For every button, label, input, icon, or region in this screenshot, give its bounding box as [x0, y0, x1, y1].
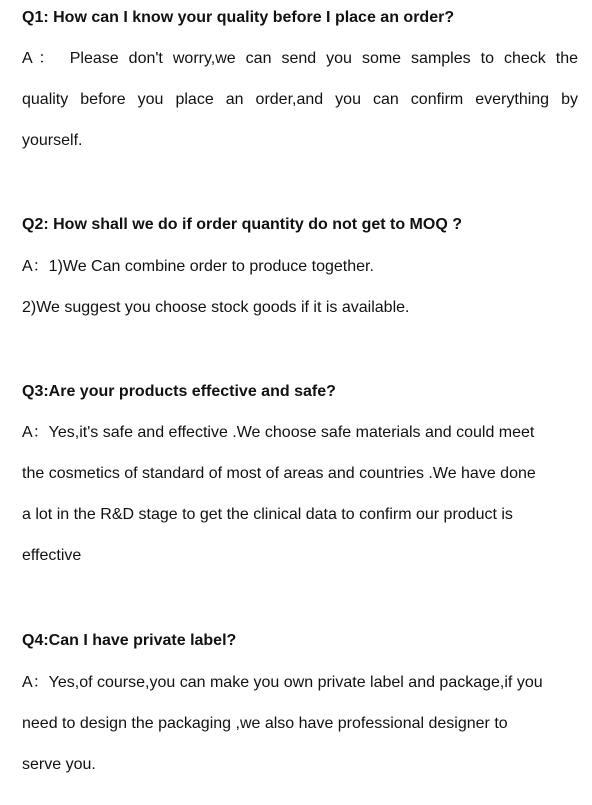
answer-1-line-3: yourself. — [22, 132, 83, 149]
faq-item-4 — [22, 631, 578, 796]
answer-2-line-1: A：1)We Can combine order to produce together. — [22, 258, 374, 275]
faq-item-3 — [22, 382, 578, 587]
answer-3 — [22, 423, 578, 587]
answer-4-line-1: A：Yes,of course,you can make you own private label and package,if you — [22, 674, 543, 691]
answer-4-line-3: serve you. — [22, 756, 96, 773]
answer-3-line-2: the cosmetics of standard of most of areas and countries .We have done — [22, 465, 536, 482]
answer-4 — [22, 673, 578, 796]
answer-2-line-2: 2)We suggest you choose stock goods if it is available. — [22, 299, 410, 316]
answer-1-line-2: quality before you place an order,and you can confirm everything by — [22, 91, 578, 108]
answer-2 — [22, 257, 578, 339]
answer-3-line-1: A：Yes,it's safe and effective .We choose safe materials and could meet — [22, 424, 535, 441]
answer-3-line-3: a lot in the R&D stage to get the clinical data to confirm our product is — [22, 506, 513, 523]
answer-1 — [22, 49, 578, 172]
answer-1-line-1: A： Please don't worry,we can send you some samples to check the — [22, 50, 578, 67]
question-2: Q2: How shall we do if order quantity do not get to MOQ ? — [22, 216, 462, 233]
question-1: Q1: How can I know your quality before I place an order? — [22, 9, 455, 26]
question-3: Q3:Are your products effective and safe? — [22, 383, 336, 400]
answer-3-line-4: effective — [22, 547, 82, 564]
question-4: Q4:Can I have private label? — [22, 632, 237, 649]
faq-item-1 — [22, 8, 578, 172]
faq-item-2 — [22, 215, 578, 339]
answer-4-line-2: need to design the packaging ,we also have professional designer to — [22, 715, 508, 732]
